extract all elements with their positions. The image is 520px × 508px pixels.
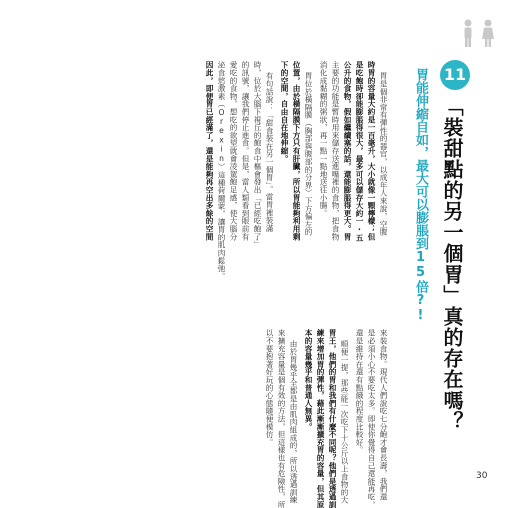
text-line: 胃位於橫隔膜（胸部與腹部的分界）下方偏左的 [304,72,313,236]
female-figure-icon [482,20,494,48]
text-line: 來裝食物。現代人們說吃七分飽才會長壽，我們還 [379,329,388,501]
text-line: 的訊號，讓我們停止進食。但是，當人類看到眼前有 [241,61,250,241]
text-line: 因此，即便胃已經滿了，還是能夠再空出多餘的空間 [205,61,214,241]
text-line: 胃是個非常有彈性的器官，以成年人來說，空腹 [379,72,388,236]
text-line: 下的空間，自由自在地伸縮。 [280,61,289,163]
text-line: 由於胃幾乎全都是由肌肉組成的，所以透過訓練 [289,340,298,504]
text-line: 位置，由於橫隔膜下方只有肝臟，所以胃能夠利用剩 [292,61,301,241]
text-line: 胃王，他們的胃和我們有什麼不同呢？他們是透過訓 [328,329,337,508]
text-line: 本的容量幾乎和普通人無異。 [304,329,313,431]
text-line: 愛吃的食物，想吃的欲望就會凌駕飽足感，使大腦分 [229,61,238,241]
text-line: 是吃飽時卻能膨脹得很大，最多可以儲存大約一‧五 [355,61,364,242]
text-line: 時，位於大腦下視丘的飽食中樞會發出「已經吃飽了」 [253,61,262,249]
page-subtitle: 胃能伸縮自如，最大可以膨脹到15倍?! [413,68,428,323]
text-line: 是必須小心不要吃太多。即使你覺得自己還能再吃， [367,329,376,508]
text-line: 以不要抱著好玩的心態隨便模仿。 [265,329,274,446]
text-line: 消化成黏糊的粥狀，再一點一點地送往小腸。 [319,61,328,217]
text-line: 泌食慾激素（Orexin）這種荷爾蒙，讓胃的肌肉鬆弛。 [217,61,226,280]
text-line: 公升的食物，假如繼續塞的話，還能膨脹得更大。胃 [343,61,352,241]
text-line: 有句話說：「甜食裝在另一個胃」。當胃裡裝滿 [265,72,274,232]
section-number-badge: 11 [440,60,470,90]
text-line: 時胃的容量大約是一百毫升，大小就像一顆檸檬；但 [367,61,376,241]
text-line: 練來增加胃的彈性，藉此漸漸擴充胃的容量，但其原 [316,329,325,508]
page-title: 「裝甜點的另一個胃」真的存在嗎？ [440,96,464,432]
text-line: 主要的功能是暫時用來儲存送進嘴裡的食物，把食物 [331,61,340,241]
male-figure-icon [465,20,472,48]
text-line: 還是維持在還有點餓的程度比較好。 [355,329,364,454]
page-number: 30 [476,471,488,481]
human-figures-icon [448,18,508,48]
text-line: 來擴充容量是個有效的方法，但這樣也有危險性，所 [277,329,286,508]
text-line: 順便一提，那些能一次吃下十公斤以上食物的大 [340,340,349,504]
